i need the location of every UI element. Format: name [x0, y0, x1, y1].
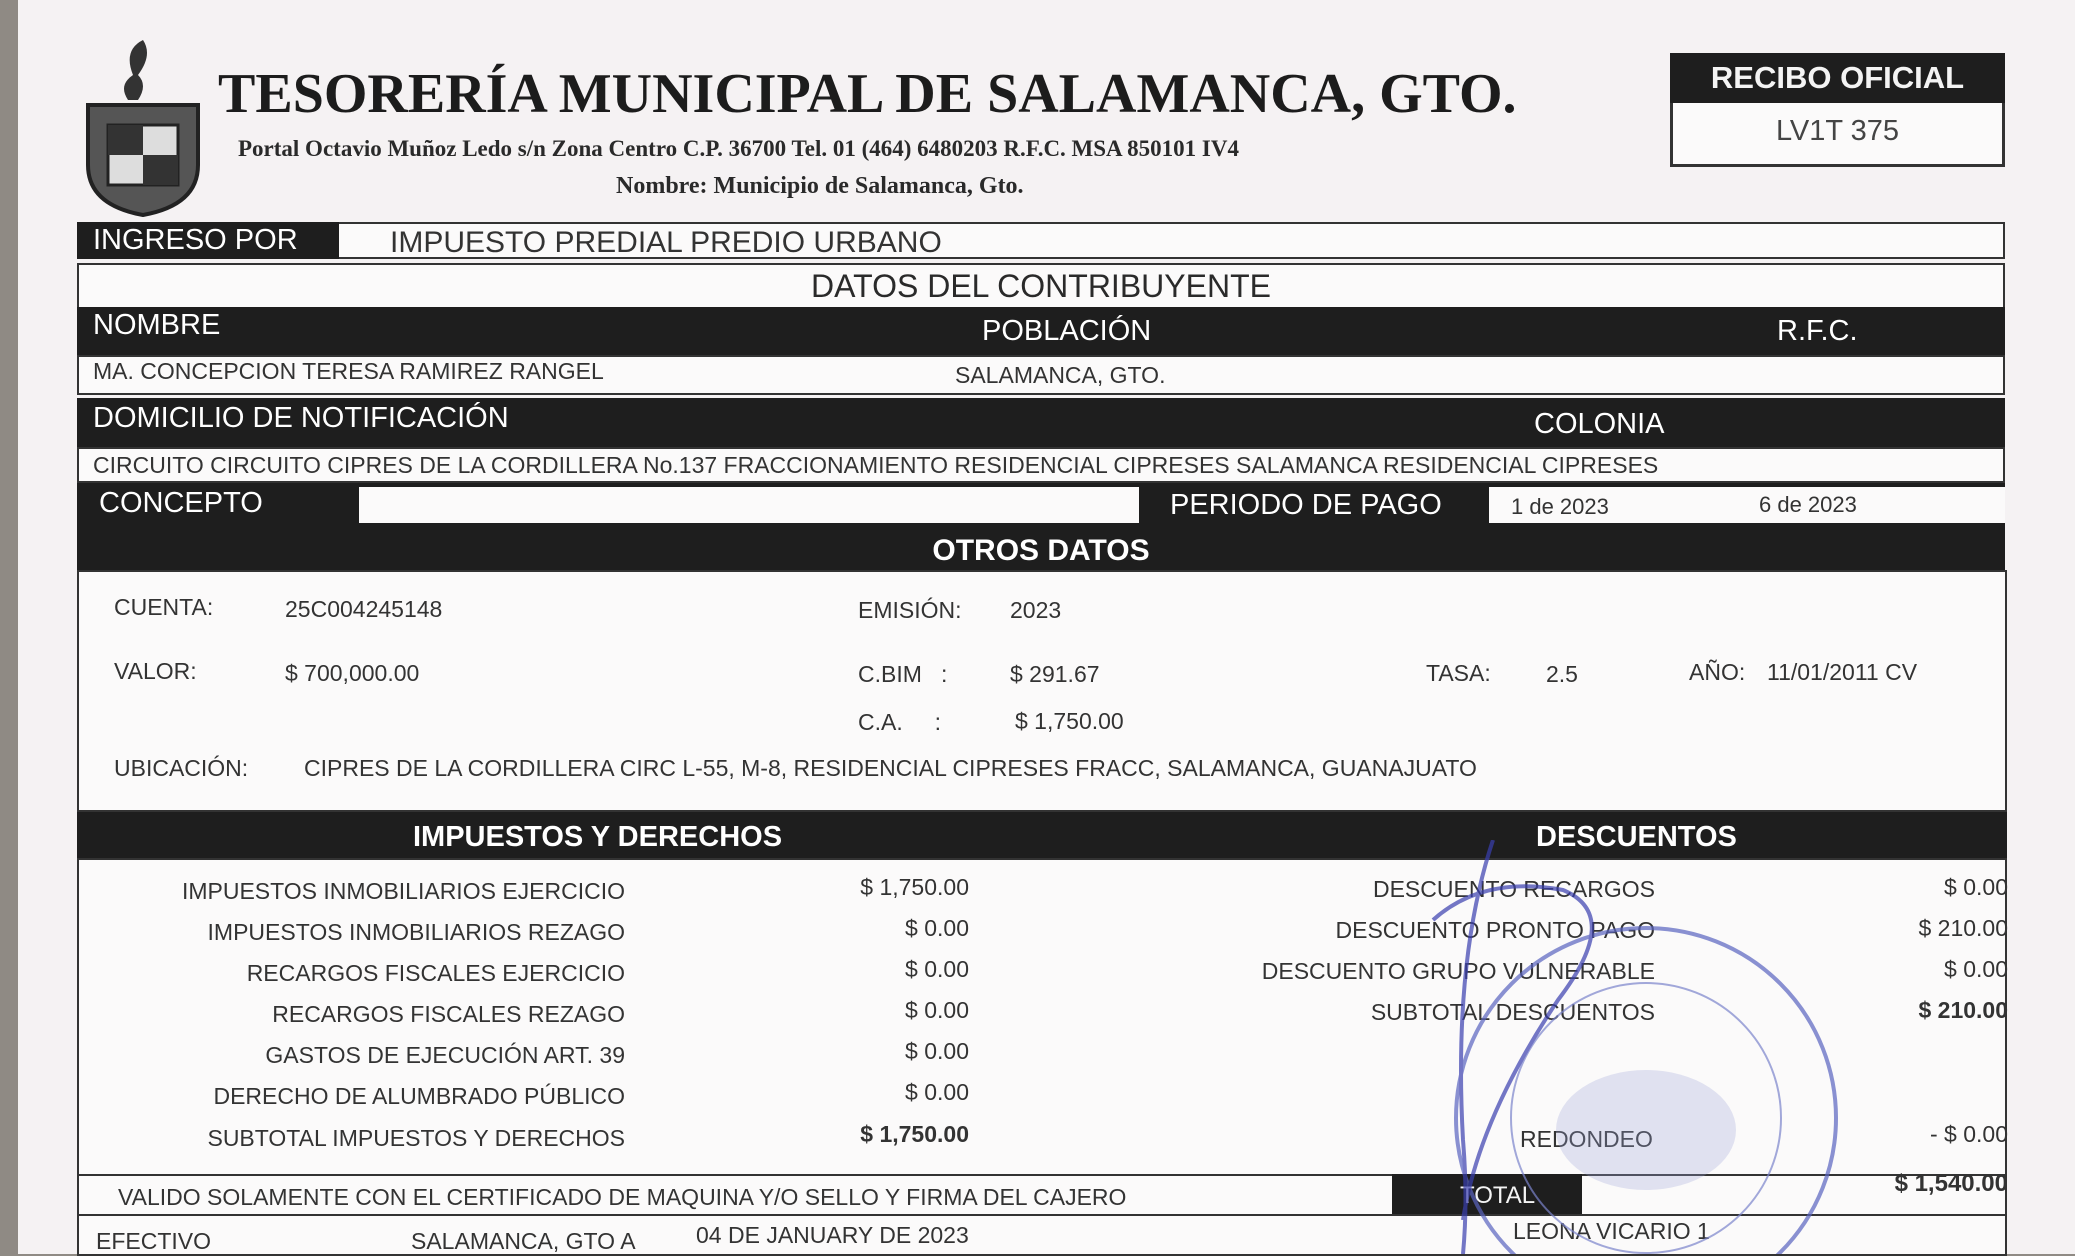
validez-text: VALIDO SOLAMENTE CON EL CERTIFICADO DE MAQUINA Y/O SELLO Y FIRMA DEL CAJERO [118, 1184, 1127, 1210]
impuestos-title: IMPUESTOS Y DERECHOS [413, 821, 783, 853]
receipt-label: RECIBO OFICIAL [1670, 53, 2005, 103]
cuenta-value: 25C004245148 [285, 596, 443, 622]
impuesto-label: SUBTOTAL IMPUESTOS Y DERECHOS [207, 1125, 625, 1151]
descuento-amount: $ 210.00 [1918, 915, 2008, 941]
rfc-label: R.F.C. [1777, 315, 1858, 347]
official-stamp-and-signature [1398, 840, 1858, 1254]
tasa-value: 2.5 [1546, 661, 1578, 687]
cuenta-label: CUENTA: [114, 594, 214, 620]
descuento-label: SUBTOTAL DESCUENTOS [1370, 999, 1655, 1025]
nombre-label: NOMBRE [93, 309, 221, 341]
total-value: $ 1,540.00 [1894, 1170, 2008, 1197]
descuento-amount: $ 210.00 [1918, 997, 2008, 1023]
ingreso-label: INGRESO POR [77, 222, 339, 259]
anio-label: AÑO: [1689, 659, 1746, 685]
otros-title: OTROS DATOS [77, 527, 2005, 572]
impuesto-amount: $ 0.00 [905, 915, 969, 941]
receipt-document [18, 0, 2075, 1254]
ca-value: $ 1,750.00 [1015, 708, 1124, 734]
header-nombre: Nombre: Municipio de Salamanca, Gto. [616, 173, 1024, 199]
fecha: 04 DE JANUARY DE 2023 [696, 1222, 969, 1248]
impuesto-label: RECARGOS FISCALES REZAGO [272, 1001, 625, 1027]
impuesto-label: DERECHO DE ALUMBRADO PÚBLICO [213, 1083, 625, 1109]
header-address: Portal Octavio Muñoz Ledo s/n Zona Centro C.P. 36700 Tel. 01 (464) 6480203 R.F.C. MSA 850101 IV4 [238, 136, 1239, 161]
domicilio-label: DOMICILIO DE NOTIFICACIÓN [93, 402, 509, 434]
periodo-hasta: 6 de 2023 [1759, 492, 1857, 517]
periodo-desde: 1 de 2023 [1511, 494, 1609, 519]
impuesto-amount: $ 1,750.00 [860, 874, 969, 900]
emision-value: 2023 [1010, 597, 1062, 623]
cbim-value: $ 291.67 [1010, 661, 1100, 687]
ubicacion-value: CIPRES DE LA CORDILLERA CIRC L-55, M-8, RESIDENCIAL CIPRESES FRACC, SALAMANCA, GUANAJUATO [304, 755, 1477, 781]
periodo-label: PERIODO DE PAGO [1170, 489, 1442, 521]
domicilio-header-bar [77, 398, 2005, 447]
contribuyente-poblacion: SALAMANCA, GTO. [955, 362, 1166, 388]
domicilio-value: CIRCUITO CIRCUITO CIPRES DE LA CORDILLERA No.137 FRACCIONAMIENTO RESIDENCIAL CIPRESES SALAMANCA RESIDENCIAL CIPRESES [93, 452, 1659, 478]
descuentos-title: DESCUENTOS [1536, 821, 1737, 853]
impuesto-amount: $ 0.00 [905, 1038, 969, 1064]
receipt-number: LV1T 375 [1775, 115, 1900, 147]
impuesto-label: RECARGOS FISCALES EJERCICIO [246, 960, 625, 986]
poblacion-label: POBLACIÓN [982, 315, 1152, 347]
impuesto-amount: $ 0.00 [905, 1079, 969, 1105]
anio-value: 11/01/2011 CV [1767, 659, 1918, 685]
tasa-label: TASA: [1426, 660, 1491, 686]
impuesto-label: IMPUESTOS INMOBILIARIOS EJERCICIO [181, 878, 625, 904]
valor-label: VALOR: [114, 658, 197, 684]
periodo-box [1489, 487, 2005, 523]
impuesto-amount: $ 0.00 [905, 997, 969, 1023]
valor-value: $ 700,000.00 [285, 660, 420, 686]
ca-label: C.A. : [858, 709, 942, 735]
impuesto-label: IMPUESTOS INMOBILIARIOS REZAGO [207, 919, 625, 945]
descuento-label: DESCUENTO GRUPO VULNERABLE [1261, 958, 1655, 984]
header-title: TESORERÍA MUNICIPAL DE SALAMANCA, GTO. [218, 63, 1517, 125]
total-label: TOTAL [1392, 1174, 1582, 1216]
coat-of-arms-logo [73, 35, 213, 220]
cajero: LEONA VICARIO 1 [1513, 1218, 1710, 1244]
lugar: SALAMANCA, GTO A [411, 1228, 636, 1254]
concepto-bar [77, 483, 2005, 528]
impuesto-amount: $ 0.00 [905, 956, 969, 982]
descuento-label: DESCUENTO RECARGOS [1372, 876, 1655, 902]
contribuyente-header-bar [77, 307, 2005, 355]
descuento-amount: $ 0.00 [1944, 874, 2008, 900]
forma-pago: EFECTIVO [96, 1228, 212, 1254]
impuesto-label: GASTOS DE EJECUCIÓN ART. 39 [265, 1042, 625, 1068]
cbim-label: C.BIM : [858, 661, 948, 687]
redondeo-value: - $ 0.00 [1930, 1121, 2008, 1147]
contribuyente-title: DATOS DEL CONTRIBUYENTE [811, 268, 1271, 304]
ingreso-value: IMPUESTO PREDIAL PREDIO URBANO [390, 226, 942, 259]
ingreso-row [77, 222, 2005, 259]
impuesto-amount: $ 1,750.00 [860, 1121, 969, 1147]
descuento-amount: $ 0.00 [1944, 956, 2008, 982]
contribuyente-nombre: MA. CONCEPCION TERESA RAMIREZ RANGEL [93, 358, 604, 384]
concepto-label: CONCEPTO [99, 487, 263, 519]
redondeo-label: REDONDEO [1520, 1126, 1653, 1152]
emision-label: EMISIÓN: [858, 597, 962, 623]
colonia-label: COLONIA [1534, 408, 1665, 440]
concepto-value [359, 487, 1139, 523]
ubicacion-label: UBICACIÓN: [114, 755, 249, 781]
descuento-label: DESCUENTO PRONTO PAGO [1335, 917, 1655, 943]
